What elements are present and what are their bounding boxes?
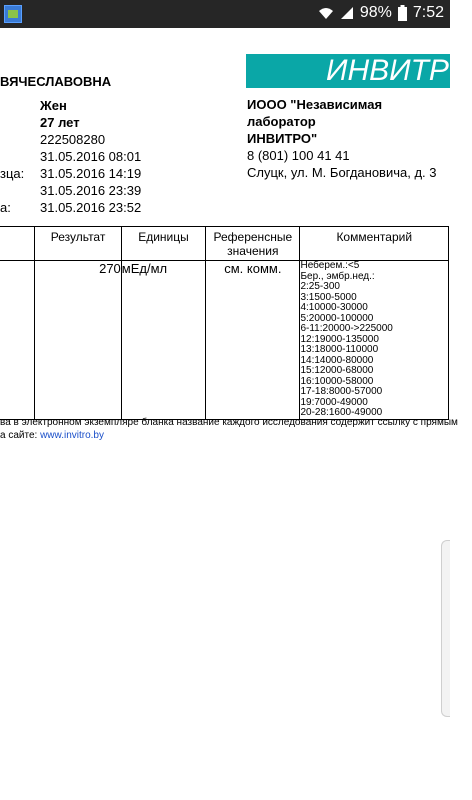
- footer-line: ва в электронном экземпляре бланка название каждого исследования содержит ссылку с прямым: [0, 417, 458, 428]
- col-header-reference: Референсные значения: [206, 227, 300, 261]
- app-notification-icon: [4, 5, 22, 23]
- comment-line: 13:18000-110000: [300, 344, 379, 355]
- comment-line: 12:19000-135000: [300, 333, 379, 345]
- comment-line: 14:14000-80000: [300, 354, 374, 366]
- comment-line: 2:25-300: [300, 281, 340, 292]
- date-label: а:: [0, 200, 11, 215]
- results-table: [0, 226, 449, 420]
- comment-line: Неберем.:<5: [300, 260, 360, 271]
- comment-line: 16:10000-58000: [300, 375, 374, 387]
- footer-line: [0, 429, 458, 442]
- lab-name-cont: ИНВИТРО": [247, 131, 318, 146]
- cell-test: [0, 261, 35, 420]
- cell-comment: [300, 261, 449, 420]
- footer-note: [0, 416, 458, 442]
- date-value: 31.05.2016 23:52: [40, 200, 142, 215]
- date-value: 31.05.2016 14:19: [40, 166, 142, 181]
- cell-reference: см. комм.: [206, 261, 300, 420]
- wifi-icon: [318, 6, 334, 20]
- lab-name: ИООО "Независимая лаборатор: [247, 97, 383, 129]
- comment-line: 4:10000-30000: [300, 302, 368, 313]
- edge-scroll-handle[interactable]: [441, 540, 450, 717]
- col-header-result: Результат: [35, 227, 121, 261]
- cell-result: 270: [35, 261, 121, 420]
- comment-line: 20-28:1600-49000: [300, 407, 383, 418]
- date-value: 31.05.2016 08:01: [40, 149, 142, 164]
- cell-units: мЕд/мл: [121, 261, 205, 420]
- lab-phone: 8 (801) 100 41 41: [247, 148, 350, 163]
- footer-prefix: а сайте:: [0, 430, 41, 441]
- col-header-units: Единицы: [121, 227, 205, 261]
- clock: 7:52: [412, 4, 444, 21]
- invitro-logo: ИНВИТРО: [246, 54, 450, 88]
- patient-id: 222508280: [40, 132, 106, 147]
- battery-icon: [398, 5, 407, 21]
- battery-percent: 98%: [359, 4, 392, 21]
- invitro-link[interactable]: www.invitro.by: [40, 430, 104, 441]
- lab-info: [247, 96, 450, 181]
- signal-icon: [340, 6, 354, 20]
- comment-line: 15:12000-68000: [300, 365, 374, 376]
- date-value: 31.05.2016 23:39: [40, 183, 142, 198]
- table-header-row: [0, 227, 449, 261]
- col-header-comment: Комментарий: [300, 227, 449, 261]
- comment-line: Бер., эмбр.нед.:: [300, 270, 375, 282]
- col-header-test: [0, 227, 35, 261]
- comment-line: 17-18:8000-57000: [300, 386, 383, 397]
- comment-line: 6-11:20000->225000: [300, 323, 393, 334]
- table-row: [0, 261, 449, 420]
- document-view[interactable]: [0, 28, 472, 800]
- status-bar: [0, 0, 450, 28]
- comment-line: 19:7000-49000: [300, 396, 368, 408]
- patient-name: ВЯЧЕСЛАВОВНА: [0, 74, 112, 89]
- patient-sex: Жен: [40, 98, 67, 113]
- comment-line: 3:1500-5000: [300, 291, 357, 303]
- patient-age: 27 лет: [40, 115, 80, 130]
- lab-address: Слуцк, ул. М. Богдановича, д. 3: [247, 165, 437, 180]
- date-label: зца:: [0, 166, 25, 181]
- comment-line: 5:20000-100000: [300, 312, 374, 324]
